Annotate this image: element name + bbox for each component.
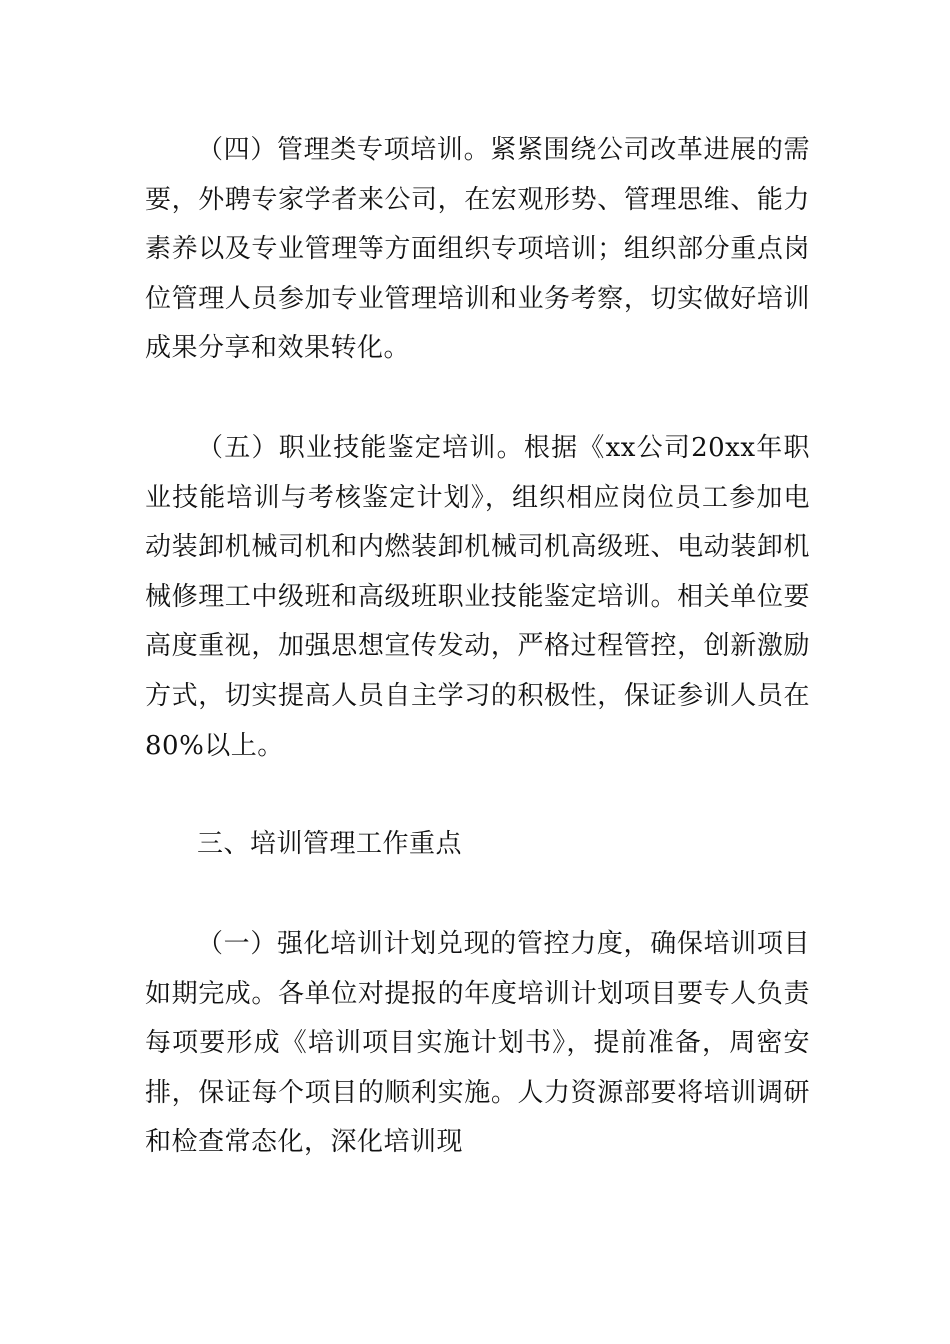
- section-heading-training-management: 三、培训管理工作重点: [197, 829, 463, 859]
- paragraph-skill-appraisal-training: （五）职业技能鉴定培训。根据《xx公司20xx年职业技能培训与考核鉴定计划》，组织相应岗位员工参加电动装卸机械司机和内燃装卸机械司机高级班、电动装卸机械修理工中级班和高级班职业技能鉴定培训。相关单位要高度重视，加强思想宣传发动，严格过程管控，创新激励方式，切实提高人员自主学习的积极性，保证参训人员在80%以上。: [145, 433, 810, 761]
- paragraph-plan-control: （一）强化培训计划兑现的管控力度，确保培训项目如期完成。各单位对提报的年度培训计划项目要专人负责每项要形成《培训项目实施计划书》，提前准备，周密安排，保证每个项目的顺利实施。人力资源部要将培训调研和检查常态化，深化培训现: [145, 929, 810, 1158]
- paragraph-management-training: （四）管理类专项培训。紧紧围绕公司改革进展的需要，外聘专家学者来公司，在宏观形势、管理思维、能力素养以及专业管理等方面组织专项培训；组织部分重点岗位管理人员参加专业管理培训和业务考察，切实做好培训成果分享和效果转化。: [145, 135, 810, 364]
